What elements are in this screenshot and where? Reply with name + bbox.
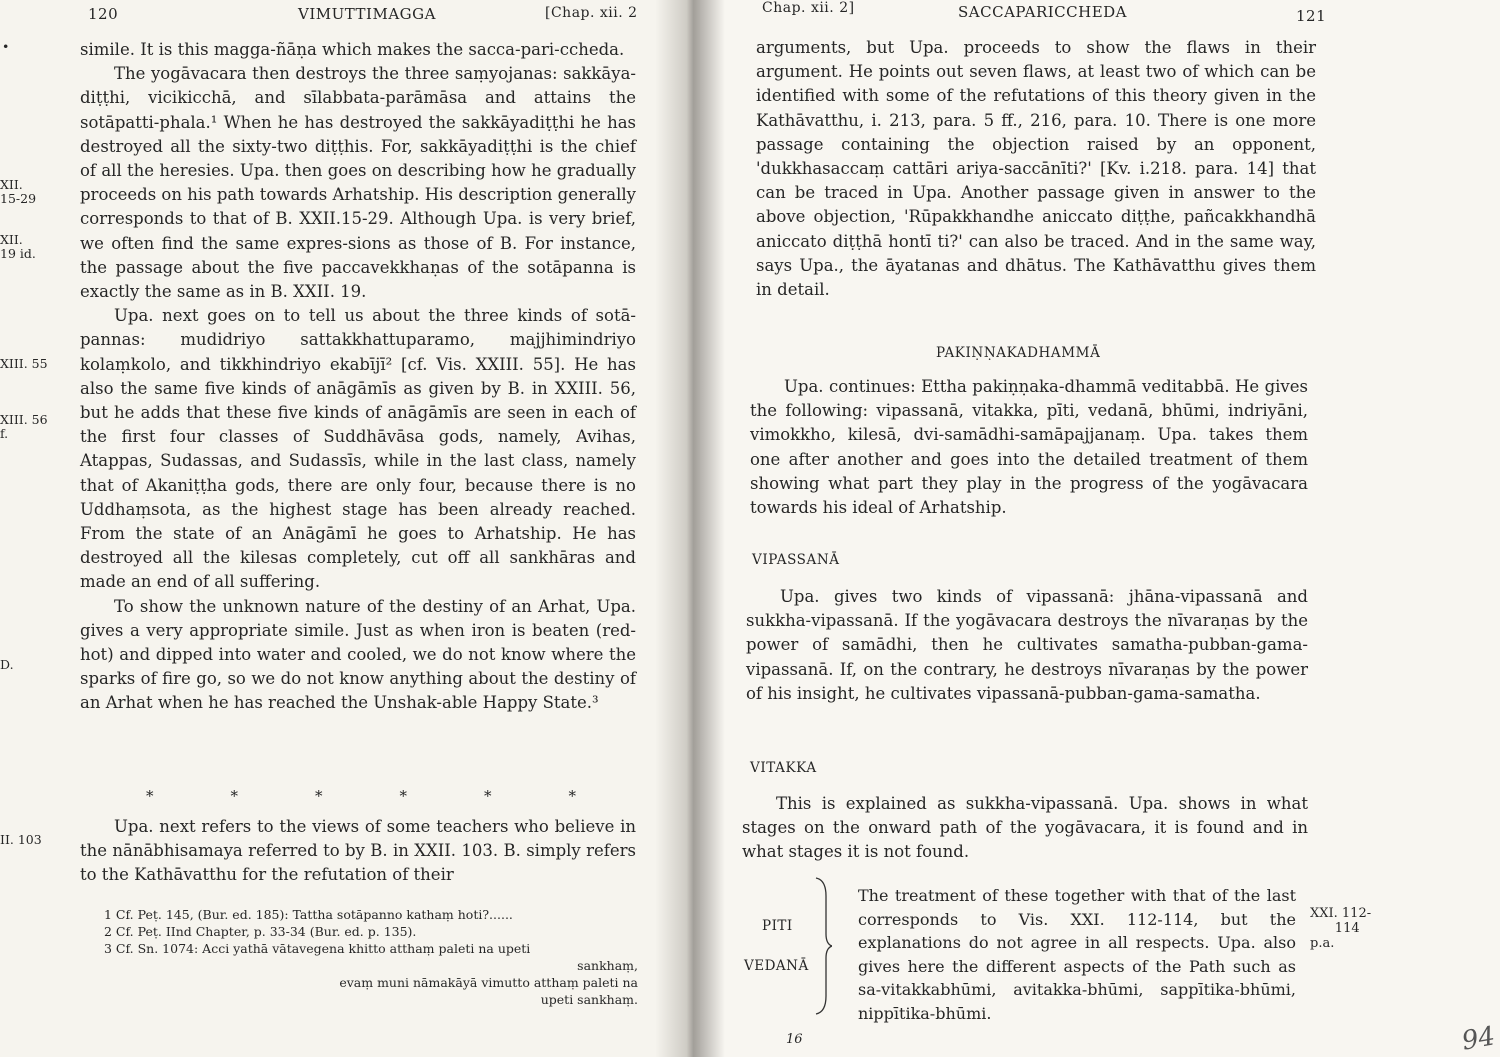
left-running-title: VIMUTTIMAGGA <box>298 5 436 23</box>
margin-note: XII. 15-29 <box>0 177 37 206</box>
star: * <box>399 787 407 805</box>
brace-label-vedana: VEDANĀ <box>744 958 809 974</box>
left-body <box>80 38 636 716</box>
margin-note: II. 103 <box>0 832 42 847</box>
footnote-3-verse: evaṃ muni nāmakāyā vimutto atthaṃ paleti na <box>339 975 638 990</box>
footnotes <box>104 906 638 1008</box>
footnote-3: 3 Cf. Sn. 1074: Acci yathā vātavegena khitto atthaṃ paleti na upeti <box>104 941 531 956</box>
left-page-number: 120 <box>88 5 119 23</box>
margin-note: • <box>2 39 10 54</box>
section-break-stars <box>146 787 576 805</box>
paragraph: Upa. next goes on to tell us about the three kinds of sotā-pannas: mudidriyo sattakkhattuparamo, majjhimindriyo kolaṃkolo, and tikkhindriyo ekabījī² [cf. Vis. XXIII. 55]. He has also the same five kinds of anāgāmīs as given by B. in XXIII. 56, but he adds that these five kinds of anāgāmīs are seen in each of the first four classes of Suddhāvāsa gods, namely, Avihas, Atappas, Sudassas, and Sudassīs, while in the last class, namely that of Akaniṭṭha gods, there are only four, because there is no Uddhaṃsota, as the highest stage has been already reached. From the state of an Anāgāmī he goes to Arhatship. He has destroyed all the kilesas completely, cut off all sankhāras and made an end of all suffering. <box>80 306 636 592</box>
margin-note: D. <box>0 657 14 672</box>
paragraph: To show the unknown nature of the destiny of an Arhat, Upa. gives a very appropriate simile. Just as when iron is beaten (red-hot) and dipped into water and cooled, we do not know where the sparks of fire go, so we do not know anything about the destiny of an Arhat when he has reached the Unshak-able Happy State.³ <box>80 596 636 713</box>
handwritten-page-mark: 94 <box>1459 1021 1498 1057</box>
right-page-number: 121 <box>1296 7 1327 25</box>
margin-note: XIII. 55 <box>0 356 48 371</box>
star: * <box>315 787 323 805</box>
section-heading-pakinnakadhamma: PAKIṆṆAKADHAMMĀ <box>936 345 1101 361</box>
right-running-title: SACCAPARICCHEDA <box>958 3 1128 21</box>
book-gutter-shadow <box>655 0 725 1057</box>
right-body <box>756 36 1316 302</box>
star: * <box>484 787 492 805</box>
section-text: This is explained as sukkha-vipassanā. Upa. shows in what stages on the onward path of the yogāvacara, it is found and in what stages it is not found. <box>742 794 1308 862</box>
footnote-2: 2 Cf. Peṭ. IInd Chapter, p. 33-34 (Bur. ed. p. 135). <box>104 924 417 939</box>
right-margin-note: XXI. 112- 114 p.a. <box>1310 906 1372 951</box>
paragraph: arguments, but Upa. proceeds to show the flaws in their argument. He points out seven flaws, at least two of which can be identified with some of the refutations of this theory given in the Kathāvatthu, i. 213, para. 5 ff., 216, para. 10. There is one more passage containing the objection raised by an opponent, 'dukkhasaccaṃ cattāri ariya-saccānīti?' [Kv. i.218. para. 14] that can be traced in Upa. Another passage given in answer to the above objection, 'Rūpakkhandhe aniccato diṭṭhe, pañcakkhandhā aniccato diṭṭhā hontī ti?' can also be traced. And in the same way, says Upa., the āyatanas and dhātus. The Kathāvatthu gives them in detail. <box>756 38 1316 300</box>
left-body-continued <box>80 815 636 888</box>
margin-note: XII. 19 id. <box>0 232 36 261</box>
paragraph: Upa. next refers to the views of some teachers who believe in the nānābhisamaya referred to by B. in XXII. 103. B. simply refers to the Kathāvatthu for the refutation of their <box>80 817 636 885</box>
footnote-3-verse-end: upeti sankhaṃ. <box>540 992 638 1007</box>
footnote-1: 1 Cf. Peṭ. 145, (Bur. ed. 185): Tattha sotāpanno kathaṃ hoti?...... <box>104 907 513 922</box>
star: * <box>146 787 154 805</box>
signature-mark: 16 <box>786 1032 803 1047</box>
right-chapter-ref: Chap. xii. 2] <box>762 0 855 16</box>
curly-brace <box>812 876 832 1016</box>
section-text: Upa. gives two kinds of vipassanā: jhāna-vipassanā and sukkha-vipassanā. If the yogāvacara destroys the nīvaraṇas by the power of samādhi, then he cultivates samatha-pubban-gama-vipassanā. If, on the contrary, he destroys nīvaraṇas by the power of his insight, he cultivates vipassanā-pubban-gama-samatha. <box>746 587 1308 703</box>
left-page <box>0 0 700 1057</box>
star: * <box>568 787 576 805</box>
footnote-3-continued: sankhaṃ, <box>577 958 638 973</box>
section-heading-vitakka: VITAKKA <box>750 760 817 776</box>
paragraph: The yogāvacara then destroys the three saṃyojanas: sakkāya-diṭṭhi, vicikicchā, and sīlabbata-parāmāsa and attains the sotāpatti-phala.¹ When he has destroyed the sakkāyadiṭṭhi he has destroyed all the sixty-two diṭṭhis. For, sakkāyadiṭṭhi is the chief of all the heresies. Upa. then goes on describing how he gradually proceeds on his path towards Arhatship. His description generally corresponds to that of B. XXII.15-29. Although Upa. is very brief, we often find the same expres-sions as those of B. For instance, the passage about the five paccavekkhaṇas of the sotāpanna is exactly the same as in B. XXII. 19. <box>80 64 636 302</box>
left-chapter-ref: [Chap. xii. 2 <box>545 5 638 21</box>
brace-label-piti: PITI <box>762 918 793 934</box>
margin-note: XIII. 56 f. <box>0 412 48 441</box>
section-text: Upa. continues: Ettha pakiṇṇaka-dhammā veditabbā. He gives the following: vipassanā, vitakka, pīti, vedanā, bhūmi, indriyāni, vimokkho, kilesā, dvi-samādhi-samāpajjanaṃ. Upa. takes them one after another and goes into the detailed treatment of them showing what part they play in the progress of the yogāvacara towards his ideal of Arhatship. <box>750 377 1308 518</box>
brace-text: The treatment of these together with that of the last corresponds to Vis. XXI. 112-114, but the explanations do not agree in all respects. Upa. also gives here the different aspects of the Path such as sa-vitakkabhūmi, avitakka-bhūmi, sappītika-bhūmi, nippītika-bhūmi. <box>858 886 1296 1023</box>
star: * <box>230 787 238 805</box>
section-heading-vipassana: VIPASSANĀ <box>752 552 840 568</box>
paragraph: simile. It is this magga-ñāṇa which makes the sacca-pari-ccheda. <box>80 40 625 59</box>
